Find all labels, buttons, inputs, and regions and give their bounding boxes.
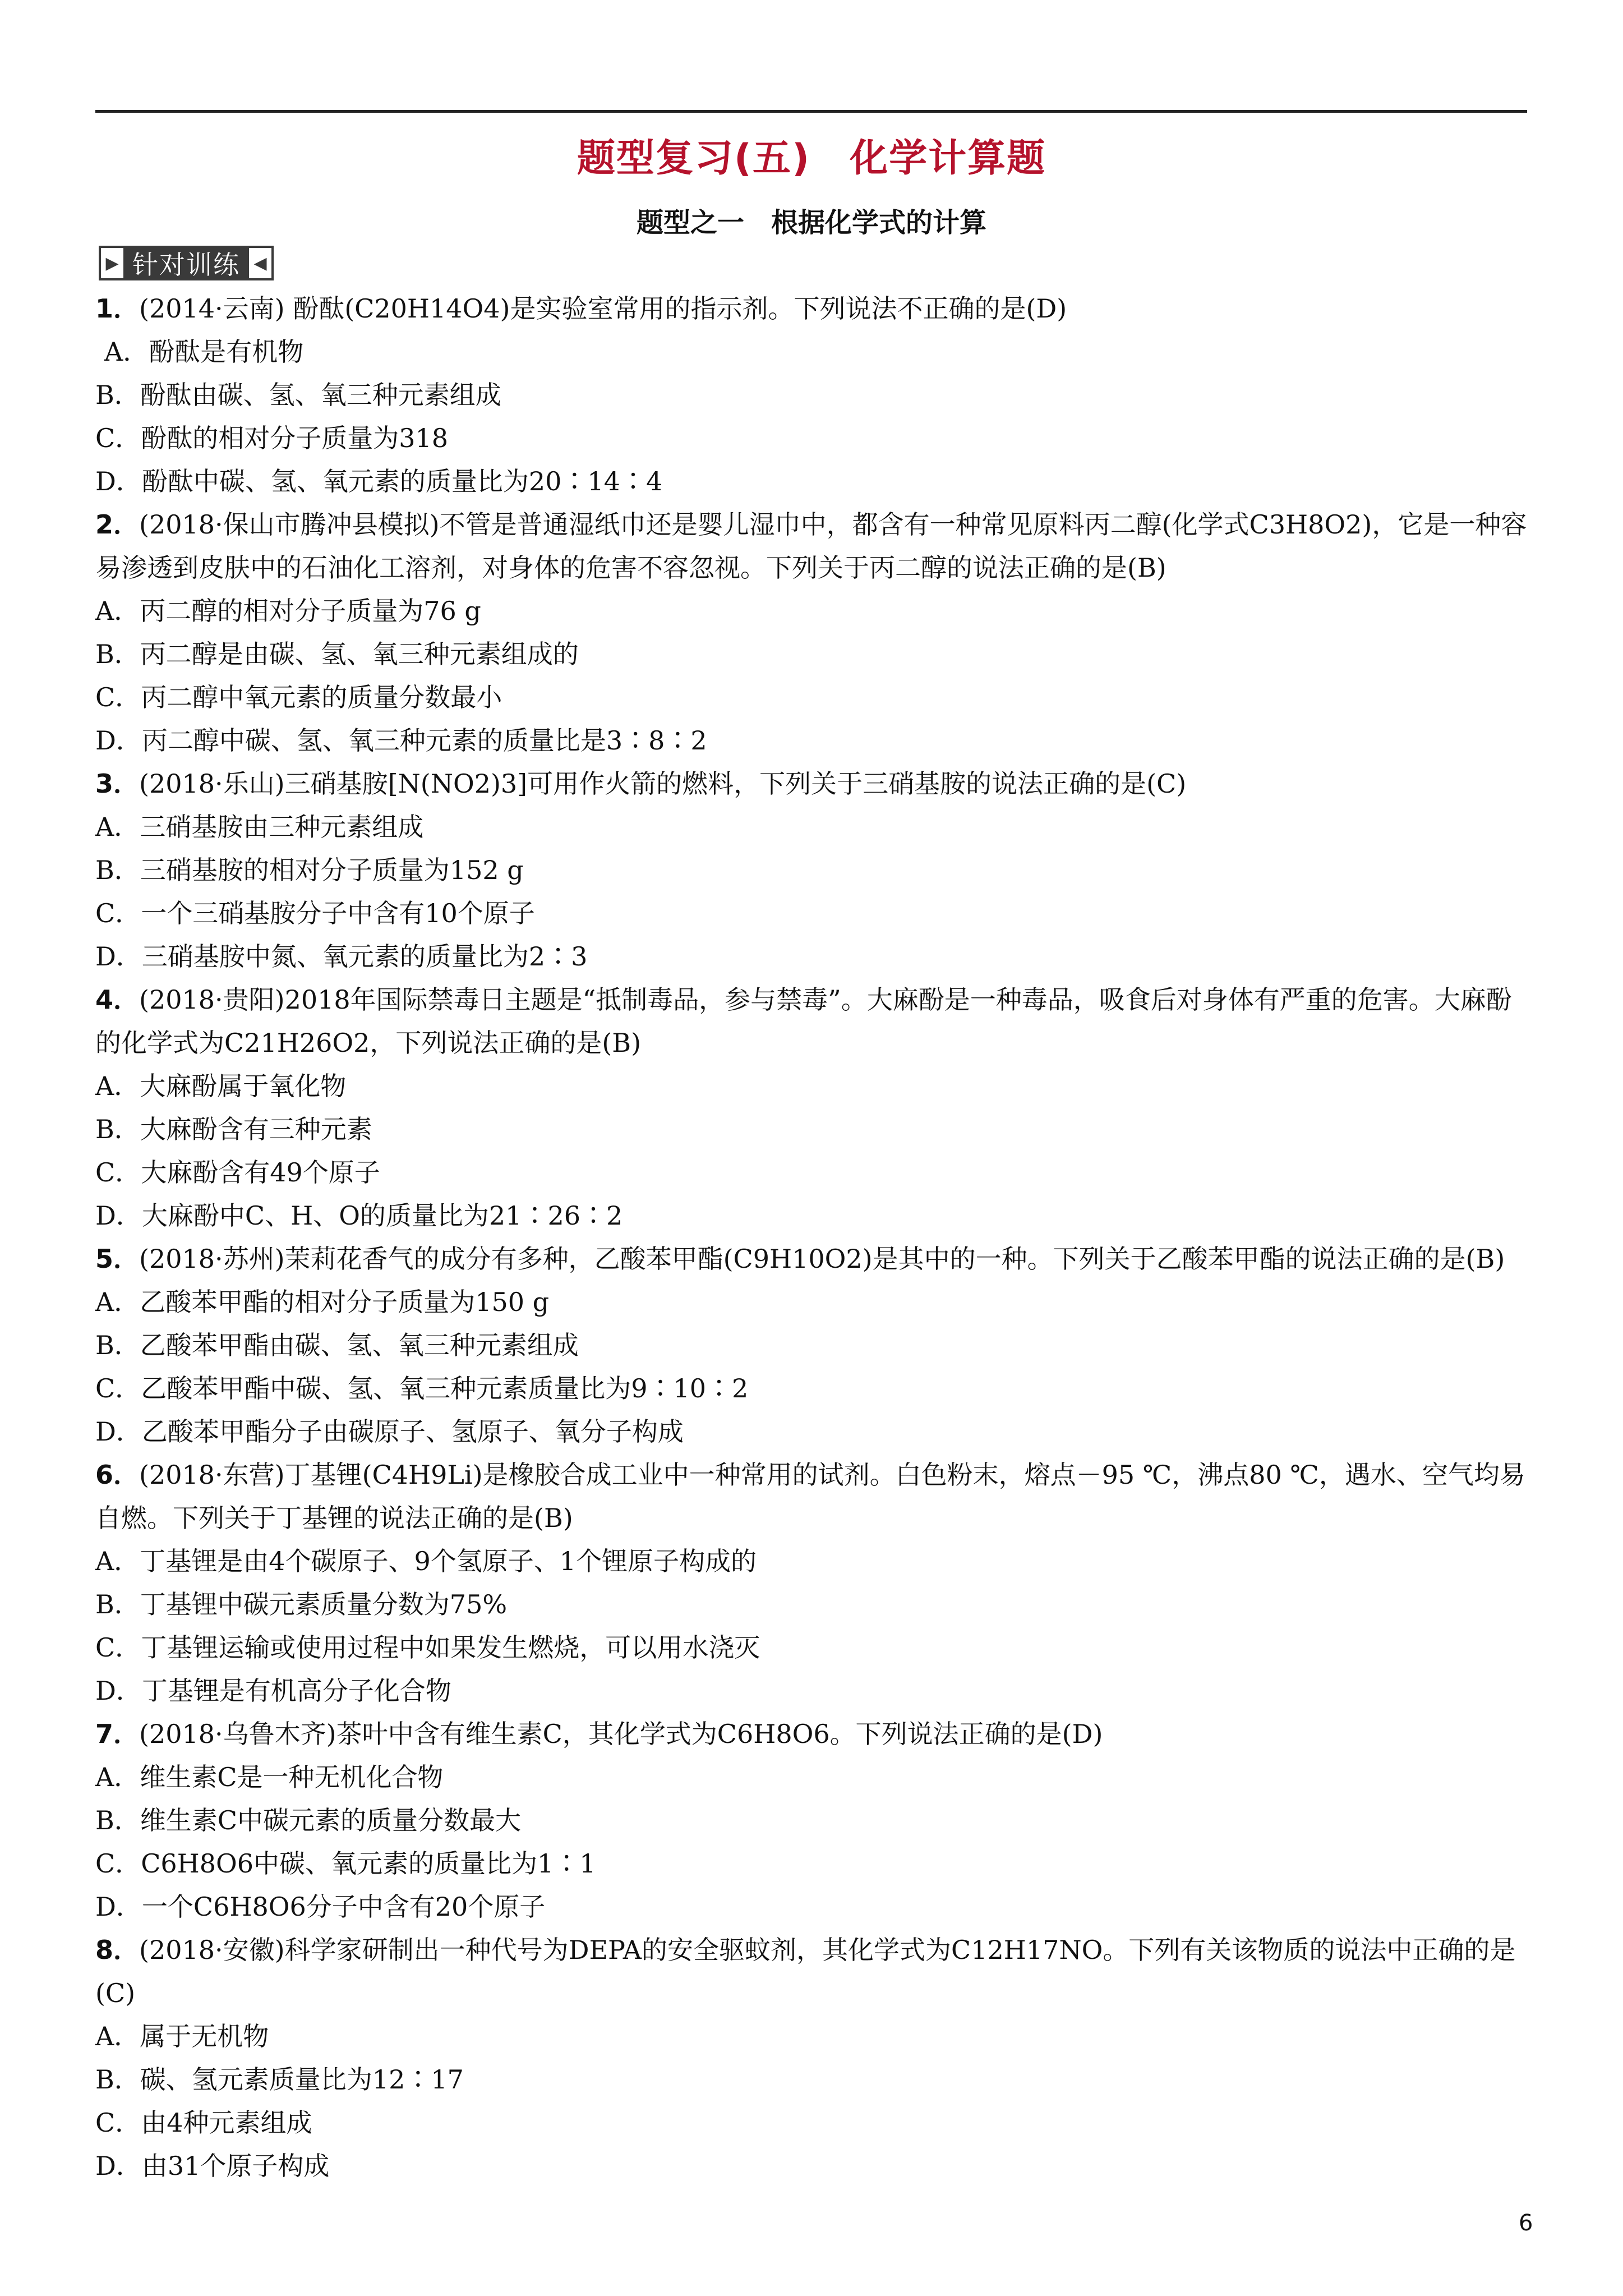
option: A．三硝基胺由三种元素组成 (95, 812, 424, 842)
option: B．乙酸苯甲酯由碳、氢、氧三种元素组成 (95, 1330, 579, 1360)
question-2 (95, 503, 1531, 590)
option: C．一个三硝基胺分子中含有10个原子 (95, 898, 535, 928)
question-8 (95, 1929, 1531, 2015)
option: B．丁基锂中碳元素质量分数为75% (95, 1589, 508, 1619)
option: A．丁基锂是由4个碳原子、9个氢原子、1个锂原子构成的 (95, 1546, 757, 1576)
option: C．大麻酚含有49个原子 (95, 1157, 380, 1188)
option: A．酚酞是有机物 (104, 337, 304, 367)
triangle-right-icon: ▶ (99, 246, 126, 280)
option: A．大麻酚属于氧化物 (95, 1071, 347, 1101)
option: A．维生素C是一种无机化合物 (95, 1762, 444, 1792)
question-7 (95, 1713, 1531, 1756)
badge-label: 针对训练 (132, 250, 240, 280)
page-title: 题型复习(五) 化学计算题 (577, 136, 1046, 181)
option: B．碳、氢元素质量比为12∶17 (95, 2064, 464, 2095)
option: A．丙二醇的相对分子质量为76 g (95, 596, 481, 626)
option: B．三硝基胺的相对分子质量为152 g (95, 855, 524, 885)
question-stem: (2018·苏州)茉莉花香气的成分有多种，乙酸苯甲酯(C9H10O2)是其中的一种。下列关于乙酸苯甲酯的说法正确的是(B) (139, 1244, 1505, 1274)
option: C．由4种元素组成 (95, 2108, 312, 2138)
question-number: 2． (95, 509, 140, 540)
question-stem: (2018·贵阳)2018年国际禁毒日主题是“抵制毒品，参与禁毒”。大麻酚是一种毒品，吸食后对身体有严重的危害。大麻酚的化学式为C21H26O2，下列说法正确的是(B) (95, 984, 1512, 1058)
option: D．三硝基胺中氮、氧元素的质量比为2∶3 (95, 941, 588, 972)
question-stem: (2018·乐山)三硝基胺[N(NO2)3]可用作火箭的燃料，下列关于三硝基胺的说法正确的是(C) (139, 769, 1187, 799)
triangle-left-icon: ◀ (247, 246, 274, 280)
option: C．丙二醇中氧元素的质量分数最小 (95, 682, 502, 712)
option: D．酚酞中碳、氢、氧元素的质量比为20∶14∶4 (95, 466, 663, 496)
question-number: 4． (95, 984, 140, 1015)
page-number: 6 (1519, 2210, 1533, 2236)
option: B．酚酞由碳、氢、氧三种元素组成 (95, 380, 501, 410)
option: C．丁基锂运输或使用过程中如果发生燃烧，可以用水浇灭 (95, 1632, 760, 1663)
question-5 (95, 1237, 1531, 1281)
question-number: 8． (95, 1935, 140, 1965)
option: C．乙酸苯甲酯中碳、氢、氧三种元素质量比为9∶10∶2 (95, 1373, 749, 1404)
option: D．丙二醇中碳、氢、氧三种元素的质量比是3∶8∶2 (95, 725, 707, 756)
question-stem: (2018·安徽)科学家研制出一种代号为DEPA的安全驱蚊剂，其化学式为C12H17NO。下列有关该物质的说法中正确的是(C) (95, 1935, 1516, 2008)
question-number: 1． (95, 293, 140, 324)
option: B．大麻酚含有三种元素 (95, 1114, 372, 1144)
question-stem: (2018·保山市腾冲县模拟)不管是普通湿纸巾还是婴儿湿巾中，都含有一种常见原料丙二醇(化学式C3H8O2)，它是一种容易渗透到皮肤中的石油化工溶剂，对身体的危害不容忽视。下列关于丙二醇的说法正确的是(B) (95, 509, 1527, 583)
question-number: 3． (95, 769, 140, 799)
option: D．一个C6H8O6分子中含有20个原子 (95, 1892, 546, 1922)
question-1 (95, 287, 1531, 330)
option: D．大麻酚中C、H、O的质量比为21∶26∶2 (95, 1200, 623, 1231)
option: C．C6H8O6中碳、氧元素的质量比为1∶1 (95, 1848, 596, 1879)
question-stem: (2014·云南) 酚酞(C20H14O4)是实验室常用的指示剂。下列说法不正确的是(D) (139, 293, 1067, 324)
practice-badge (99, 246, 274, 280)
question-stem: (2018·东营)丁基锂(C4H9Li)是橡胶合成工业中一种常用的试剂。白色粉末，熔点－95 ℃，沸点80 ℃，遇水、空气均易自燃。下列关于丁基锂的说法正确的是(B) (95, 1460, 1525, 1533)
question-stem: (2018·乌鲁木齐)茶叶中含有维生素C，其化学式为C6H8O6。下列说法正确的是(D) (139, 1719, 1103, 1749)
question-6 (95, 1453, 1531, 1540)
option: C．酚酞的相对分子质量为318 (95, 423, 448, 453)
option: A．属于无机物 (95, 2021, 269, 2051)
question-number: 5． (95, 1244, 140, 1274)
option: D．由31个原子构成 (95, 2151, 330, 2181)
top-rule (95, 110, 1527, 113)
option: B．丙二醇是由碳、氢、氧三种元素组成的 (95, 639, 579, 669)
question-4 (95, 978, 1531, 1065)
option: D．丁基锂是有机高分子化合物 (95, 1676, 451, 1706)
option: A．乙酸苯甲酯的相对分子质量为150 g (95, 1287, 550, 1317)
option: D．乙酸苯甲酯分子由碳原子、氢原子、氧分子构成 (95, 1416, 684, 1447)
question-number: 7． (95, 1719, 140, 1749)
question-3 (95, 762, 1531, 806)
section-subtitle: 题型之一 根据化学式的计算 (636, 207, 986, 238)
option: B．维生素C中碳元素的质量分数最大 (95, 1805, 521, 1835)
question-number: 6． (95, 1460, 140, 1490)
question-list (95, 287, 1531, 2188)
